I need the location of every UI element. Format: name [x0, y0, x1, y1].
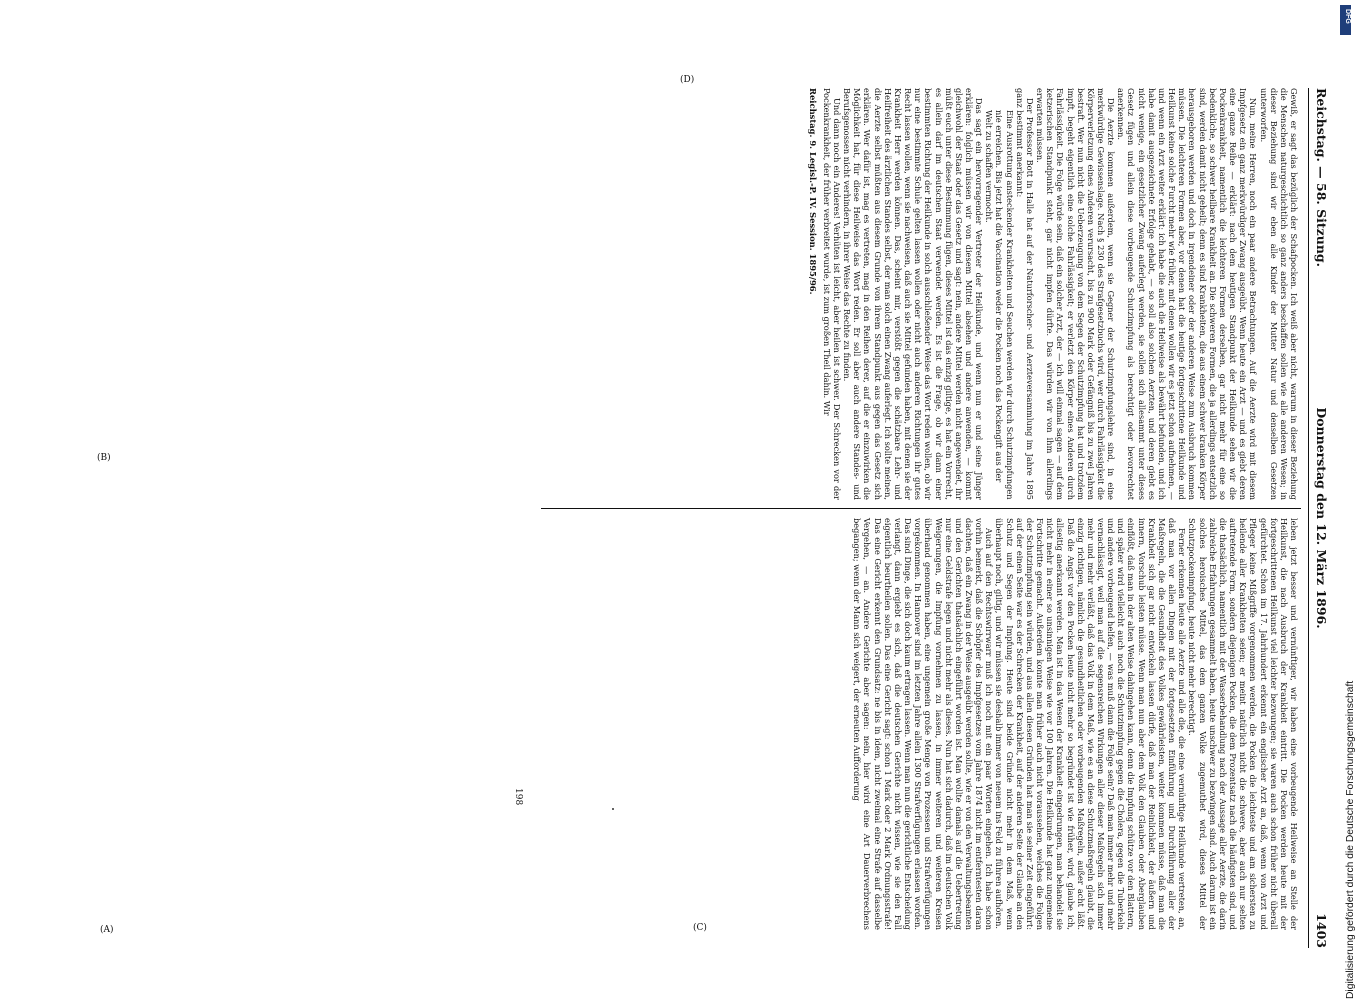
paragraph: Das sagt ein hervorragender Vertreter der Heilkunde, und wenn nun er und seine Jünger erklären: folglich müssen wir von diesem Mittel absehen und andere anwenden, — kommt gleichwohl der Staat oder das Gesetz und sagt: nein, andere Mittel werden nicht angewendet, ihr müßt euch unter diese Bestimmung fügen, dieses Mittel ist das einzig giltige, es hat ein Vorrecht, es allein darf im deutschen Staat verwendet werden. Es ist die Frage, ob wir dann einer bestimmten Richtung der Heilkunde in solch ausschließender Weise das Wort reden wollen, ob wir nur eine bestimmte Schule gelten lassen wollen oder nicht auch anderen Richtungen ihr gutes Recht lassen wollen, wenn sie nachweisen, daß auch sie Mittel gefunden haben, mit denen sie der Krankheit Herr werden können. Das, scheint mir, verstößt gegen die schätzbare Lehr- und Heilfreiheit des ärztlichen Standes selbst, der man solch einen Zwang auferlegt. Ich sollte meinen, die Aerzte selbst müßten aus diesem Grunde von ihrem Standpunkt aus gegen das Gesetz sich erklären. Wer dafür ist, mag es vertreten, mag in den Reihen derer, auf die er einzuwirken die Möglichkeit hat, für diese Heilweise das Wort reden. Er soll aber auch andere Standes- und Berufsgenossen nicht verhindern, in ihrer Weise das Rechte zu finden. — [842, 88, 985, 500]
quotation: Eine Ausrottung ansteckender Krankheiten und Seuchen werden wir durch Schutzimpfungen nie erreichen. Bis jetzt hat die Vaccination weder die Pocken noch das Pockengift aus der Welt zu schaffen vermocht. — [984, 110, 1015, 500]
bottom-page-number: 198 — [513, 788, 523, 806]
paragraph: Gewiß, er sagt das bezüglich der Schafpocken. Ich weiß aber nicht, warum in dieser Beziehung die Menschen naturgeschichtlich so ganz anders beschaffen sollen wie alle anderen Wesen; in dieser Beziehung sind wir eben alle Kinder der Mutter Natur und denselben Gesetzen unterworfen. — [1258, 88, 1299, 500]
margin-label-a: (A) — [100, 925, 114, 935]
paragraph: Der Professor Bott in Halle hat auf der Naturforscher- und Aerzteversammlung im Jahre 1895 ganz bestimmt anerkannt: — [1014, 88, 1035, 500]
scan-speck — [612, 808, 614, 810]
margin-label-c: (C) — [693, 923, 707, 933]
right-column — [499, 518, 1299, 930]
paragraph: Ferner erkennen heute alle Aerzte und alle die, die eine vernünftige Heilkunde vertreten, an, daß man vor allen Dingen mit der fortgesetzten Einführung und Durchführung aller der Maßregeln, die die Gesundheit des Volkes gewährleisten, weiter kommen müsse, daß man die Krankheit sich gar nicht entwickeln lassen dürfe, daß man der Reinlichkeit, der äußern und innern, Vorschub leisten müsse. Wenn man nun aber dem Volk den Glauben oder Aberglauben einflößt, daß man in der alten Weise dahingehen kann, denn die Impfung schütze vor den Blattern, und später wird vielleicht auch noch die Schutzimpfung gegen die Cholera, gegen die Tuberkeln und andere vorbeugend helfen, — was muß dann die Folge sein? Daß man immer mehr und mehr vernachlässigt, weil man auf die segensreichen Wirkungen aller dieser Maßregeln sich immer mehr und mehr verläßt, daß das Volk in dem Maß, wie es an diese Schutzmaßregeln glaubt, die einzig richtigen, nämlich die gesundheitlichen oder vorbeugenden Maßregeln, außer acht läßt. Daß die Angst vor den Pocken heute nicht mehr so begründet ist wie früher, wird, glaube ich, allseitig anerkannt werden. Man ist in das Wesen der Krankheit eingedrungen, man behandelt sie nicht mehr in einer so unsinnigen Weise wie vor 100 Jahren. Die Heilkunde hat ganz ungemeine Fortschritte gemacht. Außerdem konnte man früher auch nicht voraussehen, welches die Folgen der Schutzimpfung sein würden, und aus allen diesen Gründen hat man sie seiner Zeit eingeführt: auf der einen Seite war es der Schrecken der Krankheit, auf der anderen Seite der Glaube an den Schutz und Segen der Impfung. Heute sind beide Gründe nicht mehr in dem Maß, wenn überhaupt noch, giltig, und wir müssen sie deshalb immer von neuem ins Feld zu führen aufhören. — [994, 518, 1188, 930]
signature-line: Reichstag. 9. Legisl.-P. IV. Session. 1895/96. — [807, 88, 818, 295]
header-rule — [1308, 88, 1309, 948]
paragraph: Die Aerzte kommen außerdem, wenn sie Gegner der Schutzimpfungslehre sind, in eine merkwürdige Gewissenslage. Nach § 230 des Strafgesetzbuchs wird, wer durch Fahrlässigkeit die Körperverletzung eines Anderen verursacht, bis zu 900 Mark oder Gefängniß bis zu zwei Jahren bestraft. Wer nun nicht die Ueberzeugung von dem Segen der Schutzimpfung hat und trotzdem impft, begeht eigentlich eine solche Fahrlässigkeit; er verletzt den Körper eines Anderen durch Fahrlässigkeit. Die Folge würde sein, daß ein solcher Arzt, der — ich will einmal sagen — auf dem ketzerischen Standpunkt steht, gar nicht impfen dürfte. Das würden wir von ihm allerdings erwarten müssen. — [1035, 88, 1117, 500]
dfg-logo: DFG — [1340, 5, 1351, 35]
column-separator — [541, 508, 1301, 509]
paragraph: Nun, meine Herren, noch ein paar andere Betrachtungen. Auf die Aerzte wird mit diesem Impfgesetz ein ganz merkwürdiger Zwang ausgeübt. Wenn heute ein Arzt — und es giebt deren eine ganze Reihe — erklärt: nach dem heutigen Standpunkt der Heilkunde sehen wir die Pockenkrankheit, namentlich die leichteren Formen derselben, gar nicht mehr für eine so bedenkliche, so schwer heilbare Krankheit an. Die schweren Formen, die ja allerdings entsetzlich sind, werden damit nicht geheilt; denn es sind Krankheiten, die aus einem schwer kranken Körper herausgeboren werden und doch in irgendeiner oder der anderen Weise zum Ausbruch kommen müssen. Die leichteren Formen aber, vor denen hat die heutige fortgeschrittene Heilkunde und Heilkunst keine solche Furcht mehr wie früher, mit denen wollen wir es jetzt schon aufnehmen, — und wenn ein Arzt weiter erklärt: ich habe die auch die Heilweise als bewährt befunden, und ich habe damit ausgezeichnete Erfolge gehabt, — so soll also solchen Aerzten, und deren giebt es nicht wenige, ein gesetzlicher Zwang auferlegt werden, sie sollen sich allesammt unter dieses Gesetz fügen und allein diese vorbeugende Schutzimpfung als berechtigt oder bevorrechtet anerkennen. — [1116, 88, 1259, 500]
rotated-page — [86, 88, 1331, 948]
left-column — [499, 88, 1299, 500]
header-page-number: 1403 — [1314, 913, 1329, 948]
paragraph: leben jetzt besser und vernünftiger, wir haben eine vorbeugende Heilweise an Stelle der Heilkunst, die nach Ausbruch der Krankheit eintritt. Die Pocken werden heute mit der fortgeschrittenen Heilkunst viel leichter bezwungen; sie waren auch schon früher nicht überall gefürchtet. Schon im 17. Jahrhundert erkennt ein englischer Arzt an, daß, wenn von Arzt und Pfleger keine Mißgriffe vorgenommen werden, die Pocken die leichteste und am sichersten zu heilende aller Krankheiten seien; er meint natürlich nicht die schwere, aber auch nur selten auftretende Form, sondern diejenigen Pocken, die dem Prozentsatz nach die häufigsten sind, und die thatsächlich, namentlich mit der Wasserbehandlung nach der Aussage aller Aerzte, die darin zahlreiche Erfahrungen gesammelt haben, heute unschwer zu bezwingen sind. Auch darum ist ein solches heroisches Mittel, das dem ganzen Volke zugemuthet wird, dieses Mittel der Schutzpockenimpfung, heute nicht mehr berechtigt. — [1187, 518, 1299, 930]
header-session: Reichstag. — 58. Sitzung. — [1314, 88, 1329, 268]
paragraph: Auch auf den Rechtswirrwarr muß ich noch mit ein paar Worten eingehen. Ich habe schon vorhin bemerkt, daß die Schöpfer des Impfgesetzes vom Jahre 1874 nicht im entferntesten daran dachten, daß ein Zwang in der Weise ausgeübt werden sollte, wie er von den Verwaltungsbeamten und den Gerichten thatsächlich eingeführt worden ist. Man wollte damals auf die Uebertretung nur eine Geldstrafe legen und nicht mehr als dieses. Nun hat sich dadurch, daß im deutschen Volk Weigerungen, die Impfung vornehmen zu lassen, in immer weiteren und weiteren Kreisen überhand genommen haben, eine ungemein große Menge von Prozessen und Strafverfügungen vorgekommen. In Hannover sind im letzten Jahre allein 1300 Strafverfügungen erlassen worden. Das sind Dinge, die sich doch kaum ertragen lassen. Wenn man nun die gerichtliche Entscheidung verlangt, dann ergiebt es sich, daß die deutschen Gerichte nicht wissen, wie sie den Fall eigentlich beurtheilen sollen. Das eine Gericht sagt: schon 1 Mark oder 2 Mark Ordnungsstrafe! Das eine Gericht erkennt den Grundsatz: ne bis in idem, nicht zweimal eine Strafe auf dasselbe Vergehen, — an. Andere Gerichte aber sagen: nein, hier wird eine Art Dauerverbrechens begangen; wenn der Mann sich weigert, der erneuten Aufforderung — [852, 518, 995, 930]
paragraph: Und dann noch ein Anderes! Verhüten ist leicht, aber heilen ist schwer. Der Schrecken vor der Pockenkrankheit, der früher verbreitet wurde, ist zum großen Theil dahin. Wir — [821, 88, 842, 500]
header-date: Donnerstag den 12. März 1896. — [1314, 407, 1329, 629]
page-header — [1309, 88, 1331, 948]
digitization-credit: Digitalisierung gefördert durch die Deutsche Forschungsgemeinschaft — [1345, 680, 1356, 999]
margin-label-d: (D) — [680, 75, 695, 85]
margin-label-b: (B) — [97, 453, 111, 463]
